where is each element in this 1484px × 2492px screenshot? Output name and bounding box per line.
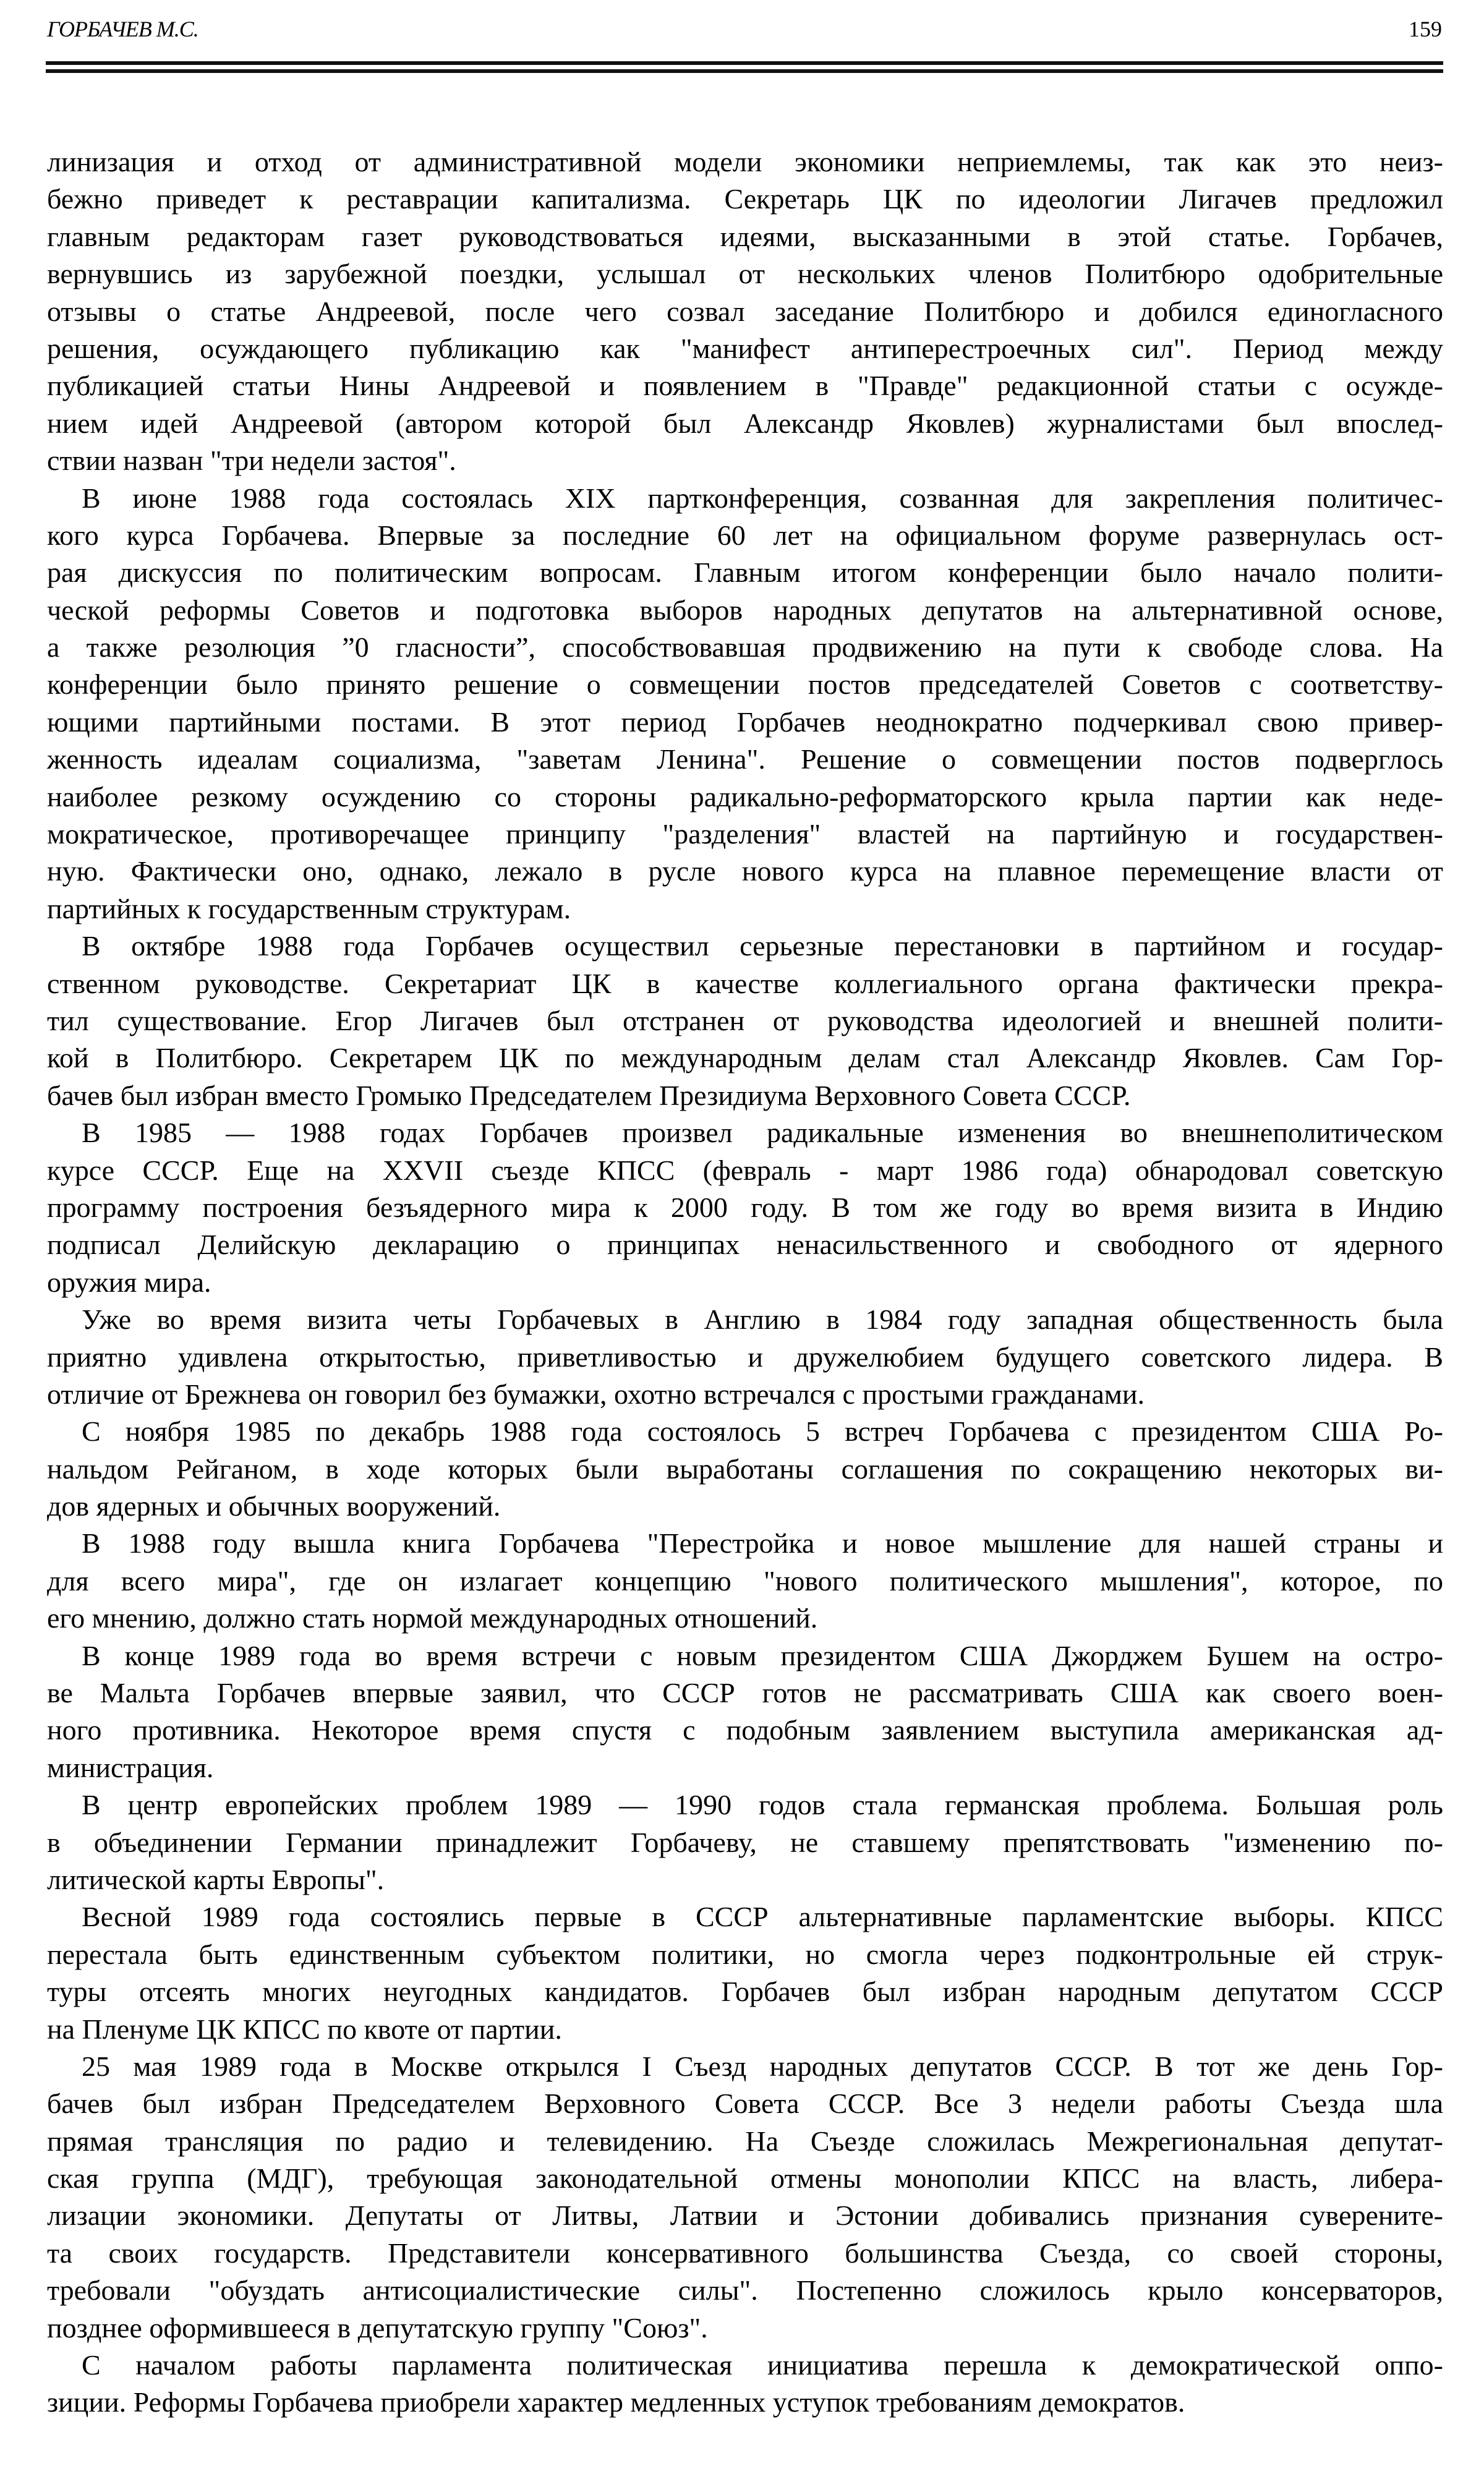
text-line: перестала быть единственным субъектом политики, но смогла через подконтрольные ей струк- [47,1938,1443,1970]
text-line: Уже во время визита четы Горбачевых в Англию в 1984 году западная общественность была [82,1304,1443,1336]
text-line: оружия мира. [47,1266,211,1298]
text-line: кого курса Горбачева. Впервые за последние 60 лет на официальном форуме развернулась ост- [47,519,1443,551]
text-line: наиболее резкому осуждению со стороны радикально-реформаторского крыла партии как неде- [47,780,1443,813]
text-line: курсе СССР. Еще на XXVII съезде КПСС (февраль - март 1986 года) обнародовал советскую [47,1154,1443,1186]
text-line: В 1988 году вышла книга Горбачева "Перестройка и новое мышление для нашей страны и [82,1527,1443,1560]
text-line: ющими партийными постами. В этот период Горбачев неоднократно подчеркивал свою привер- [47,706,1443,738]
text-line: программу построения безъядерного мира к 2000 году. В том же году во время визита в Индию [47,1191,1443,1223]
text-line: требовали "обуздать антисоциалистические силы". Постепенно сложилось крыло консерваторов, [47,2274,1443,2306]
text-line: в объединении Германии принадлежит Горбачеву, не ставшему препятствовать "изменению по- [47,1826,1443,1858]
text-line: а также резолюция ”0 гласности”, способствовавшая продвижению на пути к свободе слова. На [47,631,1443,664]
text-line: В 1985 — 1988 годах Горбачев произвел радикальные изменения во внешнеполитическом [82,1117,1443,1149]
paragraph [47,1114,1443,1301]
paragraph [47,1898,1443,2048]
text-line: партийных к государственным структурам. [47,892,571,924]
text-line: нальдом Рейганом, в ходе которых были выработаны соглашения по сокращению некоторых ви- [47,1453,1443,1485]
text-line: министрация. [47,1751,214,1783]
text-line: литической карты Европы". [47,1863,385,1895]
text-line: ственном руководстве. Секретариат ЦК в качестве коллегиального органа фактически прекра- [47,967,1443,999]
text-line: ствии назван "три недели застоя". [47,445,456,477]
text-line: нием идей Андреевой (автором которой был Александр Яковлев) журналистами был впослед- [47,407,1443,439]
text-line: В центр европейских проблем 1989 — 1990 годов стала германская проблема. Большая роль [82,1789,1443,1821]
text-line: на Пленуме ЦК КПСС по квоте от партии. [47,2013,562,2045]
page-number: 159 [1409,17,1442,41]
text-line: для всего мира", где он излагает концепцию "нового политического мышления", которое, по [47,1564,1443,1597]
paragraph [47,1525,1443,1637]
text-line: линизация и отход от административной модели экономики неприемлемы, так как это неиз- [47,146,1443,177]
text-line: бачев был избран Председателем Верховного Совета СССР. Все 3 недели работы Съезда шла [47,2088,1443,2120]
text-line: ного противника. Некоторое время спустя с подобным заявлением выступила американская ад- [47,1714,1443,1746]
paragraph [47,1786,1443,1898]
text-line: конференции было принято решение о совмещении постов председателей Советов с соответству- [47,668,1443,701]
paragraph [47,928,1443,1114]
paragraph [47,1413,1443,1525]
text-line: зиции. Реформы Горбачева приобрели характер медленных уступок требованиям демократов. [47,2386,1185,2418]
text-line: решения, осуждающего публикацию как "манифест антиперестроечных сил". Период между [47,332,1443,364]
text-line: бачев был избран вместо Громыко Председателем Президиума Верховного Совета СССР. [47,1079,1131,1111]
paragraph [47,2347,1443,2422]
text-line: та своих государств. Представители консервативного большинства Съезда, со своей стороны, [47,2237,1443,2269]
text-line: его мнению, должно стать нормой международных отношений. [47,1602,818,1634]
header-rule-bottom [46,69,1443,73]
text-line: Весной 1989 года состоялись первые в СССР альтернативные парламентские выборы. КПСС [82,1901,1443,1933]
text-line: отзывы о статье Андреевой, после чего созвал заседание Политбюро и добился единогласного [47,295,1443,327]
text-line: С ноября 1985 по декабрь 1988 года состоялось 5 встреч Горбачева с президентом США Ро- [82,1415,1443,1448]
text-line: ве Мальта Горбачев впервые заявил, что СССР готов не рассматривать США как своего воен- [47,1677,1443,1709]
text-line: лизации экономики. Депутаты от Литвы, Латвии и Эстонии добивались признания суверените- [47,2200,1443,2232]
paragraph [47,480,1443,928]
text-line: позднее оформившееся в депутатскую группу "Союз". [47,2311,708,2344]
text-line: С началом работы парламента политическая инициатива перешла к демократической оппо- [82,2349,1443,2381]
text-line: дов ядерных и обычных вооружений. [47,1490,501,1522]
text-line: женность идеалам социализма, "заветам Ленина". Решение о совмещении постов подверглось [47,743,1443,775]
text-line: бежно приведет к реставрации капитализма. Секретарь ЦК по идеологии Лигачев предложил [47,183,1443,215]
text-line: В октябре 1988 года Горбачев осуществил серьезные перестановки в партийном и государ- [82,930,1443,962]
text-line: ская группа (МДГ), требующая законодательной отмены монополии КПСС на власть, либера- [47,2162,1443,2195]
text-line: тил существование. Егор Лигачев был отстранен от руководства идеологией и внешней полити- [47,1004,1443,1036]
text-line: мократическое, противоречащее принципу "разделения" властей на партийную и государствен- [47,818,1443,850]
paragraph [47,1637,1443,1787]
header-rule-top [46,61,1443,65]
text-line: публикацией статьи Нины Андреевой и появлением в "Правде" редакционной статьи с осужде- [47,370,1443,402]
text-line: подписал Делийскую декларацию о принципах ненасильственного и свободного от ядерного [47,1229,1443,1261]
text-line: ную. Фактически оно, однако, лежало в русле нового курса на плавное перемещение власти от [47,855,1443,887]
text-line: рая дискуссия по политическим вопросам. Главным итогом конференции было начало полити- [47,557,1443,589]
paragraph [47,143,1443,480]
paragraph [47,2048,1443,2347]
text-line: вернувшись из зарубежной поездки, услышал от нескольких членов Политбюро одобрительные [47,258,1443,290]
text-line: главным редакторам газет руководствоваться идеями, высказанными в этой статье. Горбачев, [47,220,1443,252]
paragraph [47,1301,1443,1413]
text-line: туры отсеять многих неугодных кандидатов. Горбачев был избран народным депутатом СССР [47,1976,1443,2008]
body-text [47,143,1443,2422]
text-line: 25 мая 1989 года в Москве открылся I Съезд народных депутатов СССР. В тот же день Гор- [82,2050,1443,2082]
text-line: В конце 1989 года во время встречи с новым президентом США Джорджем Бушем на остро- [82,1639,1443,1671]
text-line: прямая трансляция по радио и телевидению. На Съезде сложилась Межрегиональная депутат- [47,2125,1443,2157]
text-line: ческой реформы Советов и подготовка выборов народных депутатов на альтернативной основе, [47,594,1443,626]
running-title: ГОРБАЧЕВ М.С. [47,17,198,41]
text-line: приятно удивлена открытостью, приветливостью и дружелюбием будущего советского лидера. В [47,1341,1443,1373]
text-line: кой в Политбюро. Секретарем ЦК по международным делам стал Александр Яковлев. Сам Гор- [47,1042,1443,1074]
text-line: В июне 1988 года состоялась XIX партконференция, созванная для закрепления политичес- [82,482,1443,514]
text-line: отличие от Брежнева он говорил без бумажки, охотно встречался с простыми гражданами. [47,1378,1145,1410]
